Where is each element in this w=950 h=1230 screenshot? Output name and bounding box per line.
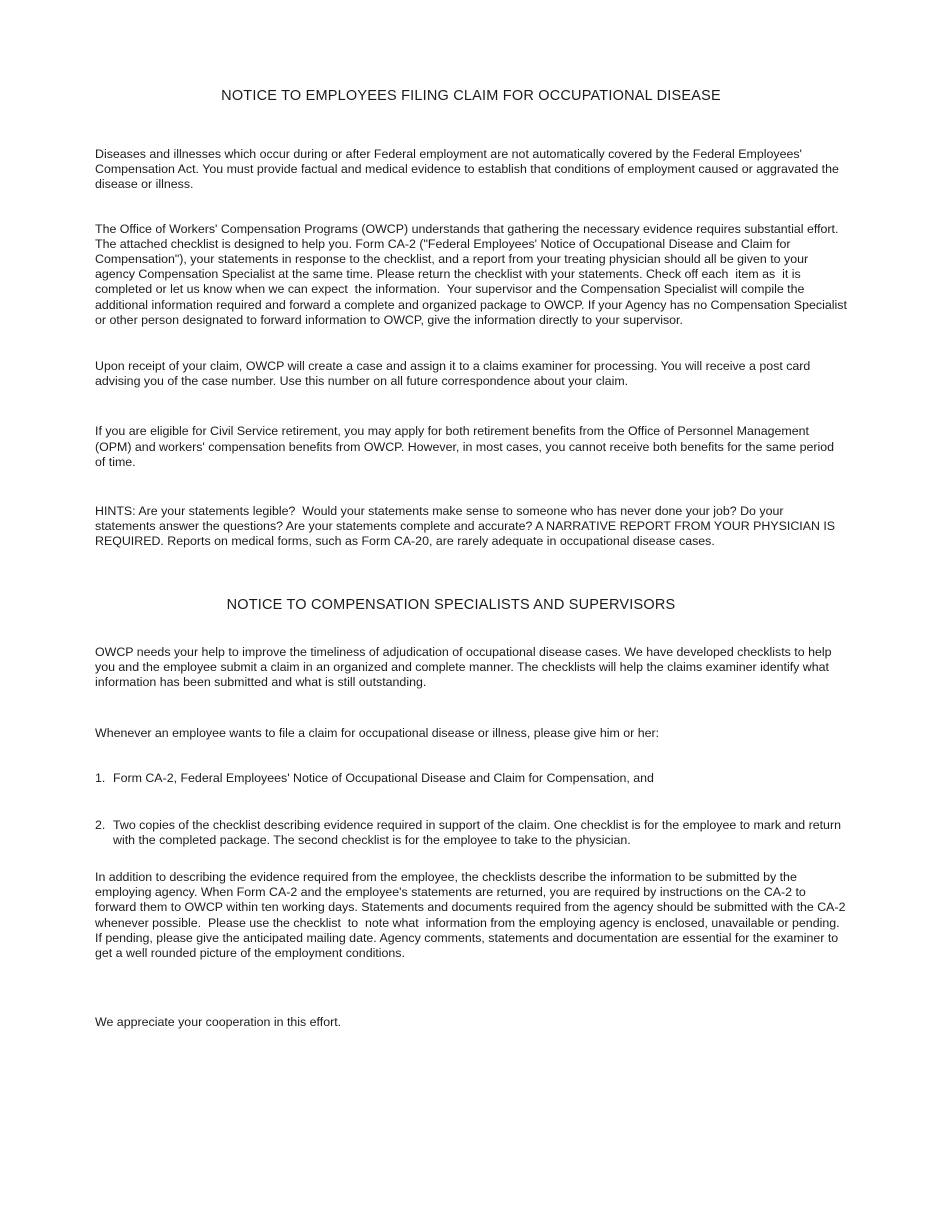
paragraph-case-number: Upon receipt of your claim, OWCP will create a case and assign it to a claims examiner for processing. You will receive a post card advising you of the case number. Use this number on all future correspondence about your claim. — [95, 359, 814, 389]
list-item-text: Two copies of the checklist describing evidence required in support of the claim. One checklist is for the employee to mark and return with the completed package. The second checklist is for the employee to take to the physician. — [113, 817, 845, 847]
list-item-checklist-copies — [95, 818, 847, 848]
paragraph-owcp-checklist-instructions: The Office of Workers' Compensation Programs (OWCP) understands that gathering the necessary evidence requires substantial effort. The attached checklist is designed to help you. Form CA-2 ("Federal Employees' Notice of Occupational Disease and Claim for Compensation"), your statements in response to the checklist, and a report from your treating physician should all be given to your agency Compensation Specialist at the same time. Please return the checklist with your statements. Check off each item as it is completed or let us know when we can expect the information. Your supervisor and the Compensation Specialist will compile the additional information required and forward a complete and organized package to OWCP. If your Agency has no Compensation Specialist or other person designated to forward information to OWCP, give the information directly to your supervisor. — [95, 221, 851, 327]
list-item-form-ca2 — [95, 771, 847, 786]
employees-notice-heading: NOTICE TO EMPLOYEES FILING CLAIM FOR OCCUPATIONAL DISEASE — [221, 88, 721, 104]
list-item-number: 1. — [95, 771, 106, 786]
paragraph-give-employee-intro: Whenever an employee wants to file a claim for occupational disease or illness, please give him or her: — [95, 726, 660, 741]
paragraph-hints: HINTS: Are your statements legible? Would your statements make sense to someone who has never done your job? Do your statements answer the questions? Are your statements complete and accurate? A NARRATIVE REPORT FROM YOUR PHYSICIAN IS REQUIRED. Reports on medical forms, such as Form CA-20, are rarely adequate in occupational disease cases. — [95, 504, 839, 549]
paragraph-appreciation: We appreciate your cooperation in this effort. — [95, 1015, 342, 1030]
specialists-notice-heading: NOTICE TO COMPENSATION SPECIALISTS AND SUPERVISORS — [226, 596, 676, 613]
paragraph-civil-service-retirement: If you are eligible for Civil Service retirement, you may apply for both retirement benefits from the Office of Personnel Management (OPM) and workers' compensation benefits from OWCP. However, in most cases, you cannot receive both benefits for the same period of time. — [95, 424, 838, 469]
list-item-text: Form CA-2, Federal Employees' Notice of Occupational Disease and Claim for Compensation, and — [113, 771, 654, 786]
paragraph-agency-submission: In addition to describing the evidence required from the employee, the checklists describe the information to be submitted by the employing agency. When Form CA-2 and the employee's statements are returned, you are required by instructions on the CA-2 to forward them to OWCP within ten working days. Statements and documents required from the agency should be submitted with the CA-2 whenever possible. Please use the checklist to note what information from the employing agency is enclosed, unavailable or pending. If pending, please give the anticipated mailing date. Agency comments, statements and documentation are essential for the examiner to get a well rounded picture of the employment conditions. — [95, 870, 849, 961]
paragraph-coverage-requirements: Diseases and illnesses which occur during or after Federal employment are not automatically covered by the Federal Employees' Compensation Act. You must provide factual and medical evidence to establish that conditions of employment caused or aggravated the disease or illness. — [95, 147, 843, 192]
list-item-number: 2. — [95, 817, 106, 832]
paragraph-owcp-needs-help: OWCP needs your help to improve the timeliness of adjudication of occupational disease cases. We have developed checklists to help you and the employee submit a claim in an organized and complete manner. The checklists will help the claims examiner identify what information has been submitted and what is still outstanding. — [95, 644, 835, 690]
